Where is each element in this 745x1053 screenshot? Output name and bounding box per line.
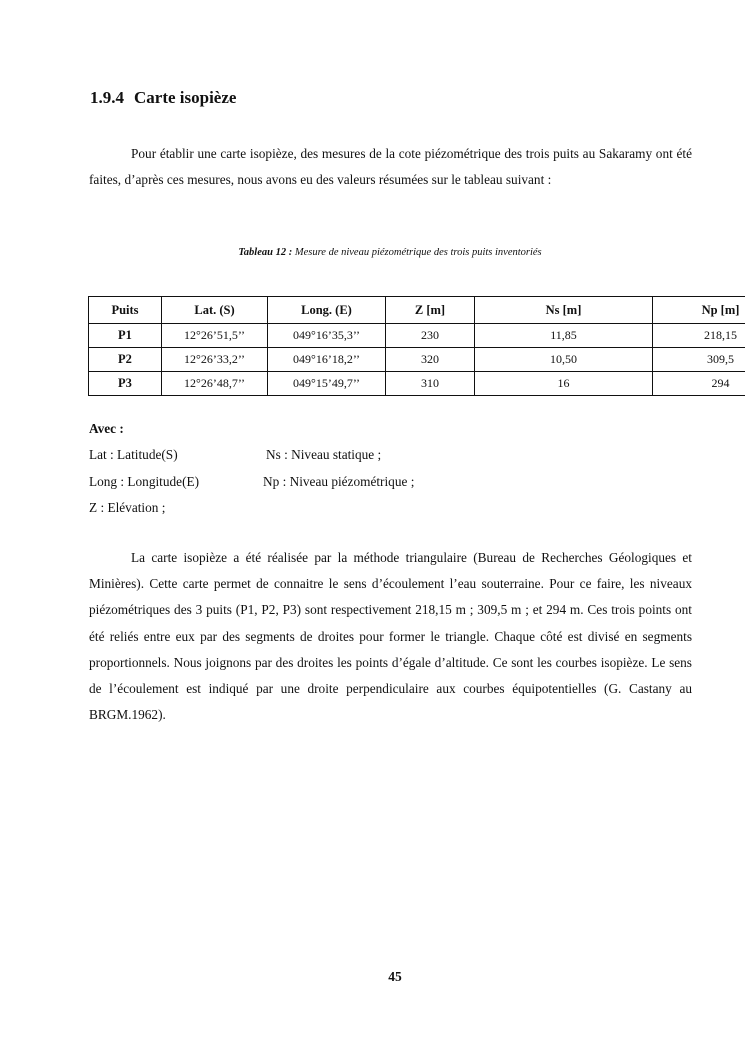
body-paragraph: La carte isopièze a été réalisée par la méthode triangulaire (Bureau de Recherches Géologiques et Minières). Cette carte permet de connaitre le sens d’écoulement l’eau souterraine. Pour ce faire, les niveaux piézométriques des 3 puits (P1, P2, P3) sont respectivement 218,15 m ; 309,5 m ; et 294 m. Ces trois points ont été reliés entre eux par des segments de droites pour former le triangle. Chaque côté est divisé en segments proportionnels. Nous joignons par des droites les points d’égale d’altitude. Ce sont les courbes isopièze. Le sens de l’écoulement est indiqué par une droite perpendiculaire aux courbes équipotentielles (G. Castany au BRGM.1962). (89, 550, 692, 723)
table-cell: 230 (386, 324, 475, 348)
table-row (89, 372, 745, 396)
table-cell: 309,5 (653, 348, 745, 372)
section-title: Carte isopièze (134, 88, 237, 107)
legend-row (89, 495, 199, 522)
legend-title: Avec : (89, 421, 124, 436)
header-cell: Puits (89, 297, 162, 324)
section-heading (90, 88, 236, 108)
table-cell: 294 (653, 372, 745, 396)
table-cell: 10,50 (475, 348, 653, 372)
legend-np: Np : Niveau piézométrique ; (263, 473, 415, 489)
table-cell: 16 (475, 372, 653, 396)
header-cell: Np [m] (653, 297, 745, 324)
table-caption (0, 247, 745, 258)
legend-long: Long : Longitude(E) (89, 473, 200, 489)
table-cell: 049°15’49,7’’ (268, 372, 386, 396)
header-cell: Long. (E) (268, 297, 386, 324)
table-cell: 11,85 (475, 324, 653, 348)
table-cell: P3 (89, 372, 162, 396)
legend-lat: Lat : Latitude(S) (89, 447, 178, 462)
table-cell: 12°26’48,7’’ (162, 372, 268, 396)
table-header-row (89, 297, 745, 324)
table-cell: P1 (89, 324, 162, 348)
piezometric-table (88, 296, 745, 396)
legend (89, 442, 415, 522)
table-cell: 049°16’35,3’’ (268, 324, 386, 348)
table-cell: 320 (386, 348, 475, 372)
table-cell: P2 (89, 348, 162, 372)
page-number: 45 (388, 969, 402, 984)
table-cell: 12°26’51,5’’ (162, 324, 268, 348)
table-row (89, 348, 745, 372)
table-cell: 310 (386, 372, 475, 396)
table-row (89, 324, 745, 348)
header-cell: Lat. (S) (162, 297, 268, 324)
intro-paragraph: Pour établir une carte isopièze, des mesures de la cote piézométrique des trois puits au Sakaramy ont été faites, d’après ces mesures, nous avons eu des valeurs résumées sur le tableau suivant : (89, 146, 692, 188)
table-caption-text: Mesure de niveau piézométrique des trois puits inventoriés (292, 247, 542, 258)
header-cell: Z [m] (386, 297, 475, 324)
legend-z: Z : Elévation ; (89, 500, 166, 515)
table-cell: 049°16’18,2’’ (268, 348, 386, 372)
table-cell: 12°26’33,2’’ (162, 348, 268, 372)
section-number: 1.9.4 (90, 88, 124, 107)
legend-row (89, 469, 415, 496)
table-cell: 218,15 (653, 324, 745, 348)
legend-row (89, 442, 382, 469)
table-caption-label: Tableau 12 : (238, 247, 293, 258)
header-cell: Ns [m] (475, 297, 653, 324)
legend-ns: Ns : Niveau statique ; (266, 447, 382, 462)
